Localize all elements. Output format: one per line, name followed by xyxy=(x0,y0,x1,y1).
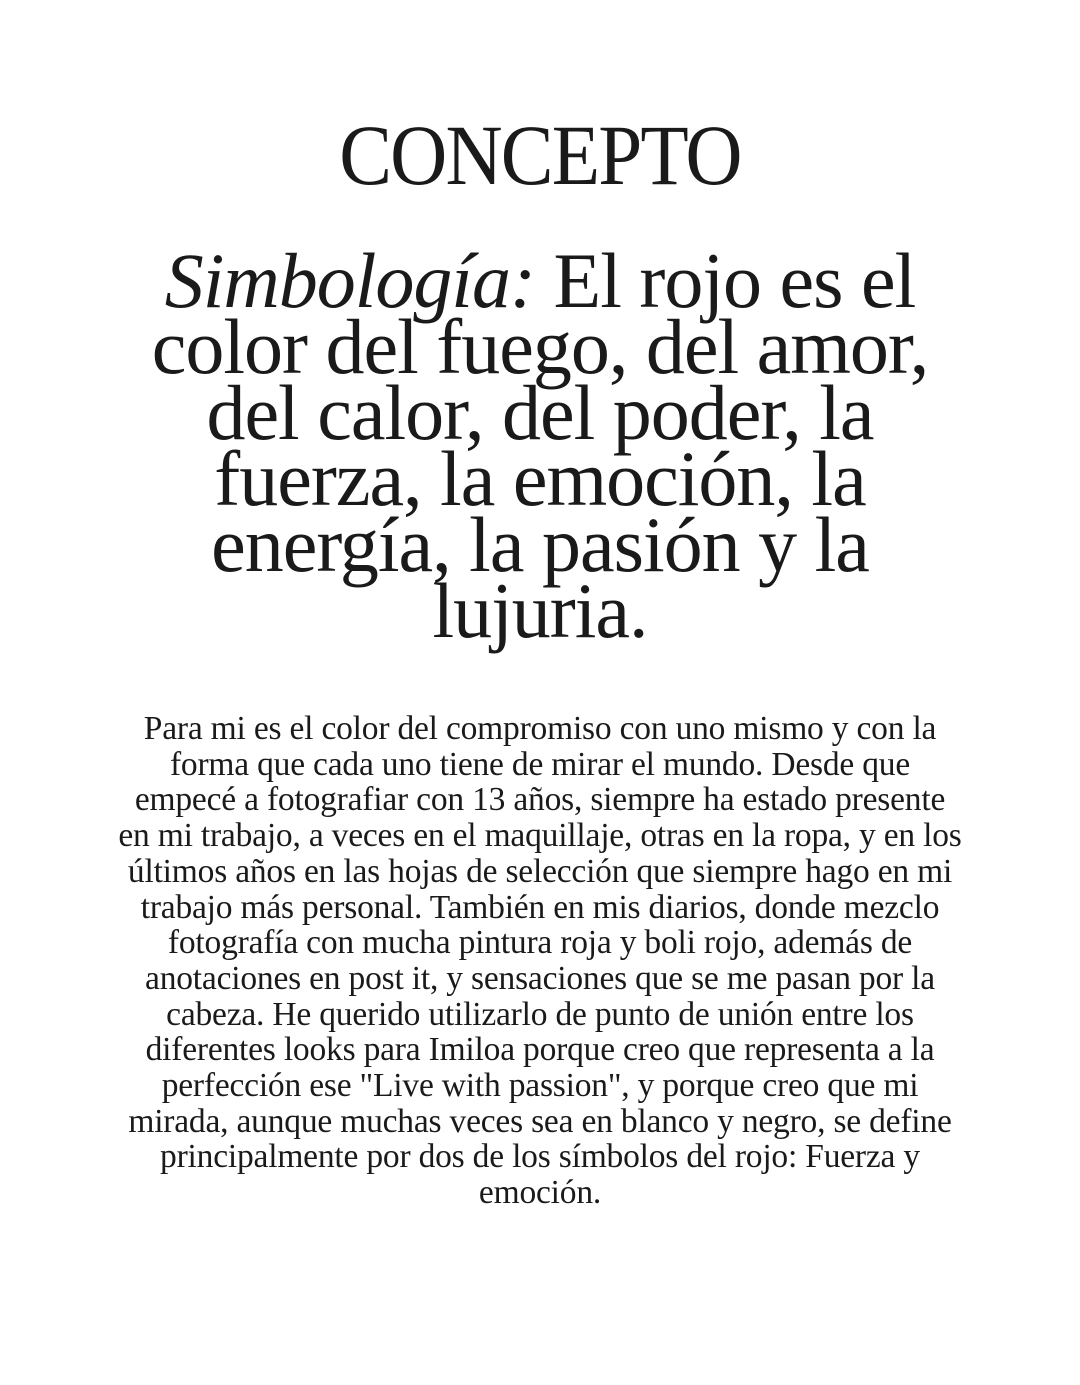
lead-label: Simbología: xyxy=(164,237,536,324)
lead-text: El rojo es el color del fuego, del amor, del calor, del poder, la fuerza, la emoción, la energía, la pasión y la lujuria. xyxy=(151,237,929,654)
page-title: CONCEPTO xyxy=(339,107,741,203)
body-paragraph: Para mi es el color del compromiso con uno mismo y con la forma que cada uno tiene de mirar el mundo. Desde que empecé a fotografiar con 13 años, siempre ha estado presente en mi trabajo, a veces en el maquillaje, otras en la ropa, y en los últimos años en las hojas de selección que siempre hago en mi trabajo más personal. También en mis diarios, donde mezclo fotografía con mucha pintura roja y boli rojo, además de anotaciones en post it, y sensaciones que se me pasan por la cabeza. He querido utilizarlo de punto de unión entre los diferentes looks para Imiloa porque creo que representa a la perfección ese "Live with passion", y porque creo que mi mirada, aunque muchas veces sea en blanco y negro, se define principalmente por dos de los símbolos del rojo: Fuerza y emoción. xyxy=(118,710,962,1212)
lead-statement xyxy=(120,237,960,654)
